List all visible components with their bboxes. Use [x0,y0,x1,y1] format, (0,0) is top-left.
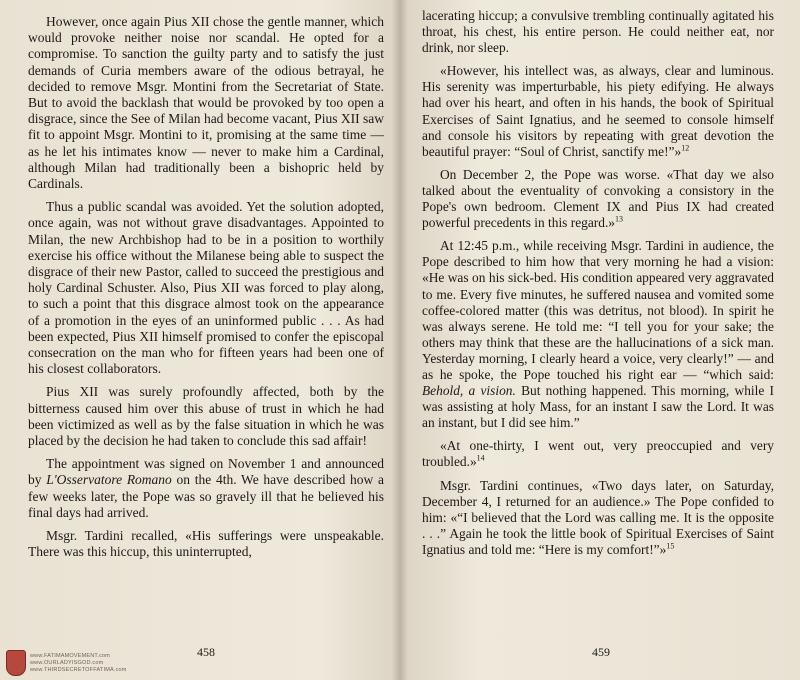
right-paragraph-2: «However, his intellect was, as always, clear and luminous. His serenity was imperturbable, his piety edifying. He always had over his heart, and often in his hands, the book of Spiritual Exercises of Saint Ignatius, and he seemed to console himself and console his visitors by repeating with great devotion the beautiful prayer: “Soul of Christ, sanctify me!”»$^{12}$ [422,63,774,159]
right-paragraph-4: At 12:45 p.m., while receiving Msgr. Tardini in audience, the Pope described to him how that very morning he had a vision: «He was on his sick-bed. His condition appeared very aggravated to me. Every five minutes, he suffered nausea and vomited some coffee-colored matter (this was detritus, not blood). In spirit he was always serene. He told me: “I tell you for your sake; the others may think that these are the hallucinations of a sick man. Yesterday morning, I clearly heard a voice, very clearly!” — and as he spoke, the Pope touched his right ear — “which said: Behold, a vision. But nothing happened. This morning, while I was assisting at holy Mass, for an instant I saw the Lord. It was an instant, but I did see him.” [422,238,774,431]
footnote-12: 12 [681,143,690,153]
page-number-right: 459 [592,645,610,659]
website-watermark [6,650,127,676]
watermark-url-2: www.OURLADYISGOD.com [30,659,104,666]
watermark-url-3: www.THIRDSECRETOFFATIMA.com [30,666,127,673]
footnote-15: 15 [666,541,675,551]
right-page [402,0,800,680]
left-paragraph-4: The appointment was signed on November 1 and announced by L'Osservatore Romano on the 4th. We have described how a few weeks later, the Pope was so gravely ill that he believed his final days had arrived. [28,456,384,520]
page-number-left: 458 [197,645,215,659]
left-paragraph-2: Thus a public scandal was avoided. Yet the solution adopted, once again, was not without grave disadvantages. Appointed to Milan, the new Archbishop had to be in a position to worthily exercise his office without the Milanese being able to suspect the disgrace of their new Pastor, called to succeed the prestigious and holy Cardinal Schuster. Also, Pius XII was forced to play along, to such a point that this disgrace almost took on the appearance of a promotion in the eyes of an uninformed public . . . As had been expected, Pius XII himself promised to confer the episcopal consecration on the man who for fifteen years had been one of his closest collaborators. [28,199,384,377]
footnote-13: 13 [614,214,623,224]
right-paragraph-3: On December 2, the Pope was worse. «That day we also talked about the eventuality of convoking a consistory in the Pope's own bedroom. Clement IX and Pius IX had created powerful precedents in this regard.»$^{13}$ [422,166,774,231]
vision-quote: Behold, a vision. [422,383,516,399]
newspaper-title: L'Osservatore Romano [46,472,172,488]
shield-logo-icon [6,650,26,676]
footnote-14: 14 [476,453,485,463]
right-paragraph-5: «At one-thirty, I went out, very preoccupied and very troubled.»$^{14}$ [422,438,774,470]
left-paragraph-3: Pius XII was surely profoundly affected, both by the bitterness caused him over this abuse of trust in which he had been victimized as well as by the false situation in which he was placed by the decision he had taken to conclude this sad affair! [28,384,384,449]
left-paragraph-1: However, once again Pius XII chose the gentle manner, which would provoke neither noise nor scandal. He opted for a compromise. To sanction the guilty party and to satisfy the just demands of Curia members aware of the odious betrayal, he decided to remove Msgr. Montini from the Secretariat of State. But to avoid the backlash that would be provoked by too open a disgrace, since the See of Milan had become vacant, Pius XII saw fit to appoint Msgr. Montini to it, promising at the same time — as he let his intimates know — never to make him a Cardinal, although Milan had traditionally been a bishopric held by Cardinals. [28,14,384,192]
watermark-url-1: www.FATIMAMOVEMENT.com [30,652,111,659]
right-paragraph-1: lacerating hiccup; a convulsive trembling continually agitated his throat, his chest, his entire person. He could neither eat, nor drink, nor sleep. [422,8,774,56]
right-paragraph-6: Msgr. Tardini continues, «Two days later, on Saturday, December 4, I returned for an audience.» The Pope confided to him: «“I believed that the Lord was calling me. It is the opposite . . .” Again he took the little book of Spiritual Exercises of Saint Ignatius and told me: “Here is my comfort!”»$^{15}$ [422,477,774,557]
left-paragraph-5: Msgr. Tardini recalled, «His sufferings were unspeakable. There was this hiccup, this uninterrupted, [28,528,384,560]
left-page [0,0,398,680]
